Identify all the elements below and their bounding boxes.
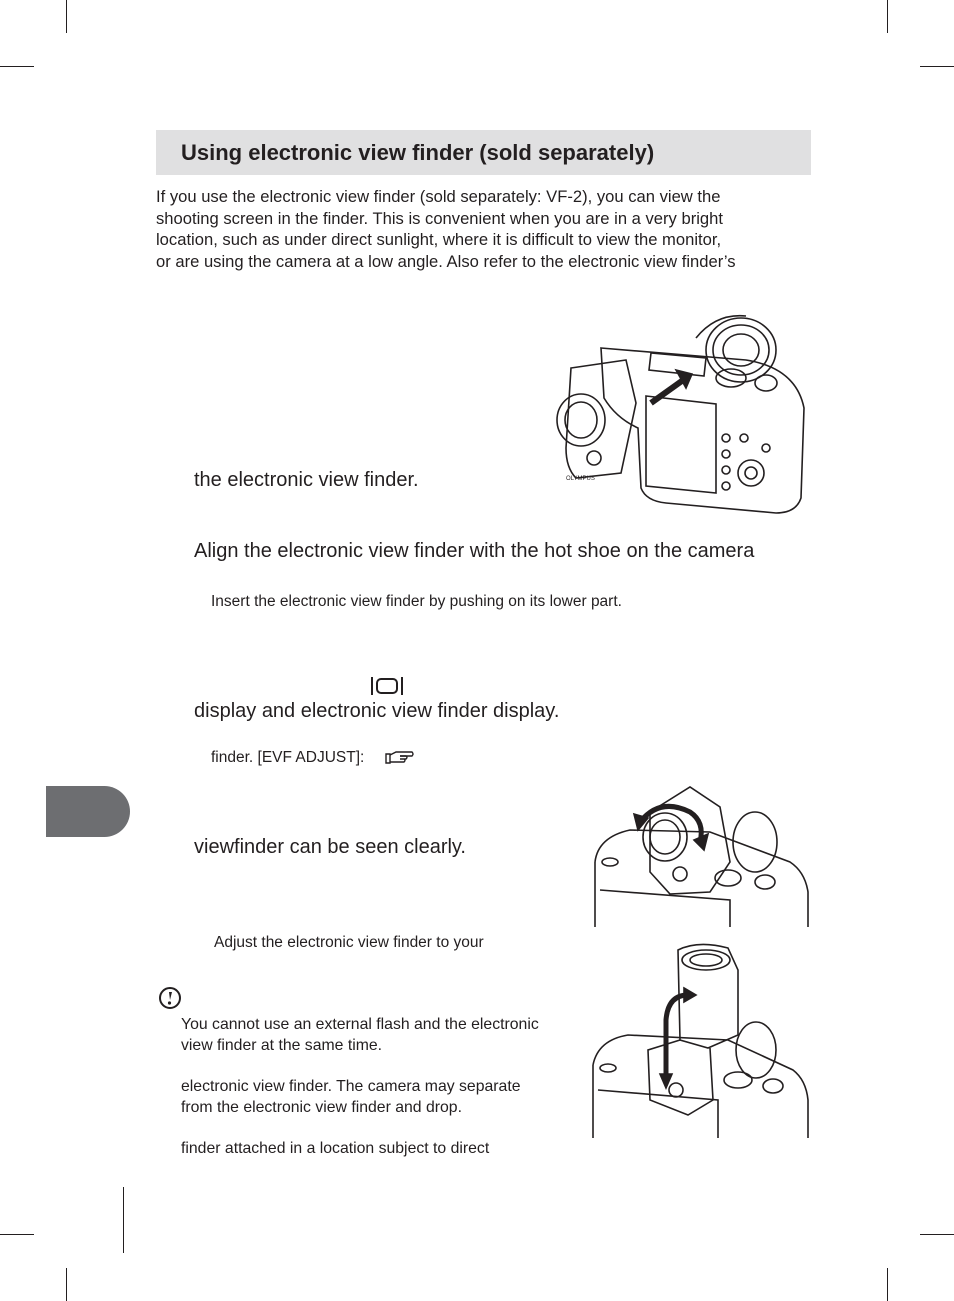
adjust-subtext: Adjust the electronic view finder to your bbox=[214, 934, 484, 951]
intro-paragraph bbox=[156, 186, 736, 272]
attach-evf-illustration bbox=[546, 308, 811, 518]
crop-mark bbox=[0, 1234, 34, 1235]
intro-line: location, such as under direct sunlight, where it is difficult to view the monitor, bbox=[156, 230, 722, 250]
step-display-text: display and electronic view finder display. bbox=[194, 700, 560, 722]
intro-line: If you use the electronic view finder (sold separately: VF-2), you can view the bbox=[156, 187, 721, 206]
step-viewfinder-text: viewfinder can be seen clearly. bbox=[194, 836, 466, 858]
tilt-evf-illustration bbox=[588, 940, 811, 1138]
section-title: Using electronic view finder (sold separately) bbox=[181, 140, 655, 165]
crop-mark bbox=[920, 1234, 954, 1235]
crop-mark bbox=[0, 66, 34, 67]
step-attach-text: the electronic view finder. bbox=[194, 469, 419, 491]
note-line: finder attached in a location subject to direct bbox=[181, 1140, 490, 1157]
diopter-adjust-illustration bbox=[590, 782, 811, 927]
crop-mark bbox=[887, 0, 888, 33]
binding-line bbox=[123, 1187, 124, 1253]
crop-mark bbox=[66, 0, 67, 33]
crop-mark bbox=[887, 1268, 888, 1301]
pointing-hand-reference-icon bbox=[384, 748, 414, 766]
note-line: electronic view finder. The camera may separate bbox=[181, 1078, 521, 1095]
evf-adjust-subtext: finder. [EVF ADJUST]: bbox=[211, 749, 365, 766]
crop-mark bbox=[920, 66, 954, 67]
brand-label: OLYMPUS bbox=[566, 476, 595, 482]
crop-mark bbox=[66, 1268, 67, 1301]
caution-icon bbox=[158, 986, 182, 1010]
chapter-tab bbox=[46, 786, 130, 837]
note-line: You cannot use an external flash and the electronic bbox=[181, 1016, 539, 1033]
step-align-text: Align the electronic view finder with the hot shoe on the camera bbox=[194, 540, 755, 562]
note-line: view finder at the same time. bbox=[181, 1037, 383, 1054]
intro-line: or are using the camera at a low angle. Also refer to the electronic view finder’s bbox=[156, 251, 736, 271]
note-line: from the electronic view finder and drop. bbox=[181, 1099, 462, 1116]
section-header bbox=[156, 130, 811, 175]
step-insert-subtext: Insert the electronic view finder by pushing on its lower part. bbox=[211, 593, 622, 610]
monitor-evf-switch-icon bbox=[370, 675, 404, 697]
intro-line: shooting screen in the finder. This is convenient when you are in a very bright bbox=[156, 208, 723, 228]
